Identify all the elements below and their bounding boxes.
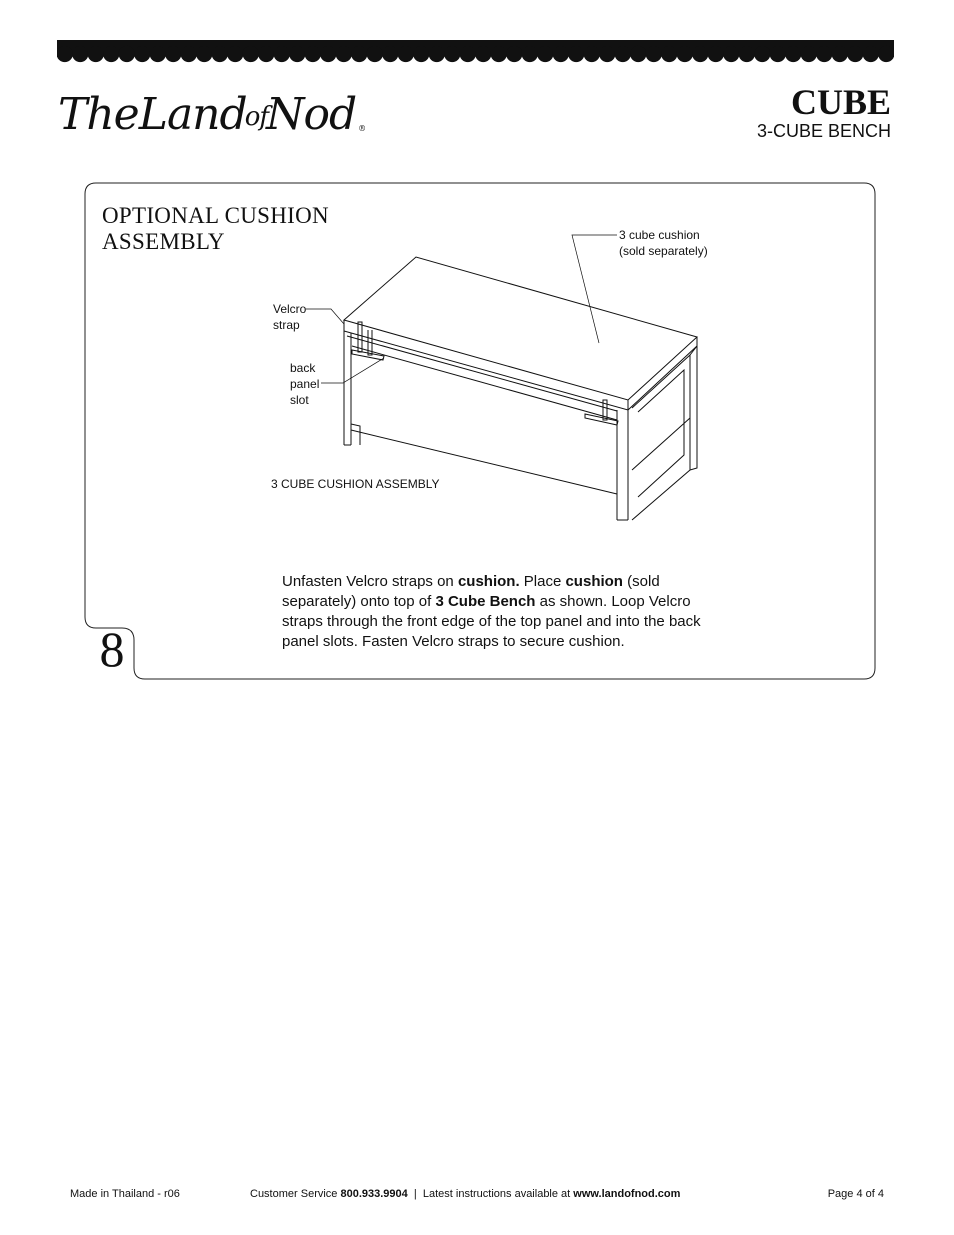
- scallop: [134, 46, 150, 62]
- scallop: [212, 46, 228, 62]
- scallop: [630, 46, 646, 62]
- scallop: [816, 46, 832, 62]
- scallop: [832, 46, 848, 62]
- footer-service-phone: 800.933.9904: [340, 1188, 408, 1200]
- scallop: [119, 46, 135, 62]
- scallop: [444, 46, 460, 62]
- product-title: CUBE: [790, 82, 891, 122]
- scallop: [243, 46, 259, 62]
- footer-customer-service: [250, 1186, 680, 1202]
- instruction-bold-term: cushion: [565, 573, 623, 590]
- scallop: [646, 46, 662, 62]
- scallop: [491, 46, 507, 62]
- scallop: [103, 46, 119, 62]
- scallop: [258, 46, 274, 62]
- product-subtitle: 3-CUBE BENCH: [756, 121, 891, 141]
- scallop: [599, 46, 615, 62]
- scallop: [553, 46, 569, 62]
- scallop: [460, 46, 476, 62]
- scallop: [770, 46, 786, 62]
- scallop: [723, 46, 739, 62]
- scallop: [150, 46, 166, 62]
- instruction-text: as shown. Loop Velcro straps through the front edge of the top panel and into the back panel slots. Fasten Velcro straps to secure cushion.: [282, 593, 701, 650]
- step-instructions: [282, 572, 722, 652]
- footer-page-number: Page 4 of 4: [827, 1188, 884, 1200]
- scallop: [429, 46, 445, 62]
- scallop: [72, 46, 88, 62]
- scallop: [475, 46, 491, 62]
- scallop: [320, 46, 336, 62]
- scallop: [305, 46, 321, 62]
- scallop: [57, 46, 73, 62]
- instruction-bold-term: cushion.: [457, 573, 520, 590]
- scallop: [615, 46, 631, 62]
- scallop: [336, 46, 352, 62]
- scalloped-header-border: [57, 40, 894, 66]
- instruction-text: Unfasten Velcro straps on: [282, 573, 458, 590]
- scallop: [754, 46, 770, 62]
- scallop: [661, 46, 677, 62]
- scallop: [227, 46, 243, 62]
- scallop: [568, 46, 584, 62]
- scallop: [863, 46, 879, 62]
- scallop: [785, 46, 801, 62]
- scallop: [537, 46, 553, 62]
- scallop: [382, 46, 398, 62]
- scallop: [413, 46, 429, 62]
- section-title-line2: ASSEMBLY: [102, 229, 225, 254]
- scallop: [398, 46, 414, 62]
- scallop: [522, 46, 538, 62]
- scallop: [677, 46, 693, 62]
- scallop: [739, 46, 755, 62]
- instruction-text: (sold separately) onto top of: [282, 573, 660, 610]
- scallop: [584, 46, 600, 62]
- step-number: 8: [99, 621, 125, 677]
- callout-back-panel-slot: back panel slot: [290, 361, 320, 407]
- scallop: [351, 46, 367, 62]
- scallop: [165, 46, 181, 62]
- footer-website-link[interactable]: www.landofnod.com: [573, 1188, 681, 1200]
- scallop: [708, 46, 724, 62]
- footer-service-label: Customer Service: [250, 1188, 341, 1200]
- instruction-text: Place: [519, 573, 566, 590]
- scallop: [274, 46, 290, 62]
- callout-assembly-label: 3 CUBE CUSHION ASSEMBLY: [271, 477, 440, 491]
- scallop: [878, 46, 894, 62]
- scallop: [181, 46, 197, 62]
- callout-cushion: 3 cube cushion (sold separately): [619, 228, 708, 258]
- scallop: [692, 46, 708, 62]
- instruction-bold-term: 3 Cube Bench: [435, 593, 536, 610]
- footer-separator: | Latest instructions available at: [407, 1188, 574, 1200]
- callout-velcro-strap: Velcro strap: [273, 302, 307, 332]
- footer-made-in: Made in Thailand - r06: [70, 1188, 180, 1200]
- scallop: [801, 46, 817, 62]
- scallop: [88, 46, 104, 62]
- scallop: [196, 46, 212, 62]
- scallop: [506, 46, 522, 62]
- scallop: [367, 46, 383, 62]
- section-title-line1: OPTIONAL CUSHION: [102, 203, 329, 228]
- brand-logo: TheLandofNod ®: [58, 89, 366, 140]
- scallop: [289, 46, 305, 62]
- scallop: [847, 46, 863, 62]
